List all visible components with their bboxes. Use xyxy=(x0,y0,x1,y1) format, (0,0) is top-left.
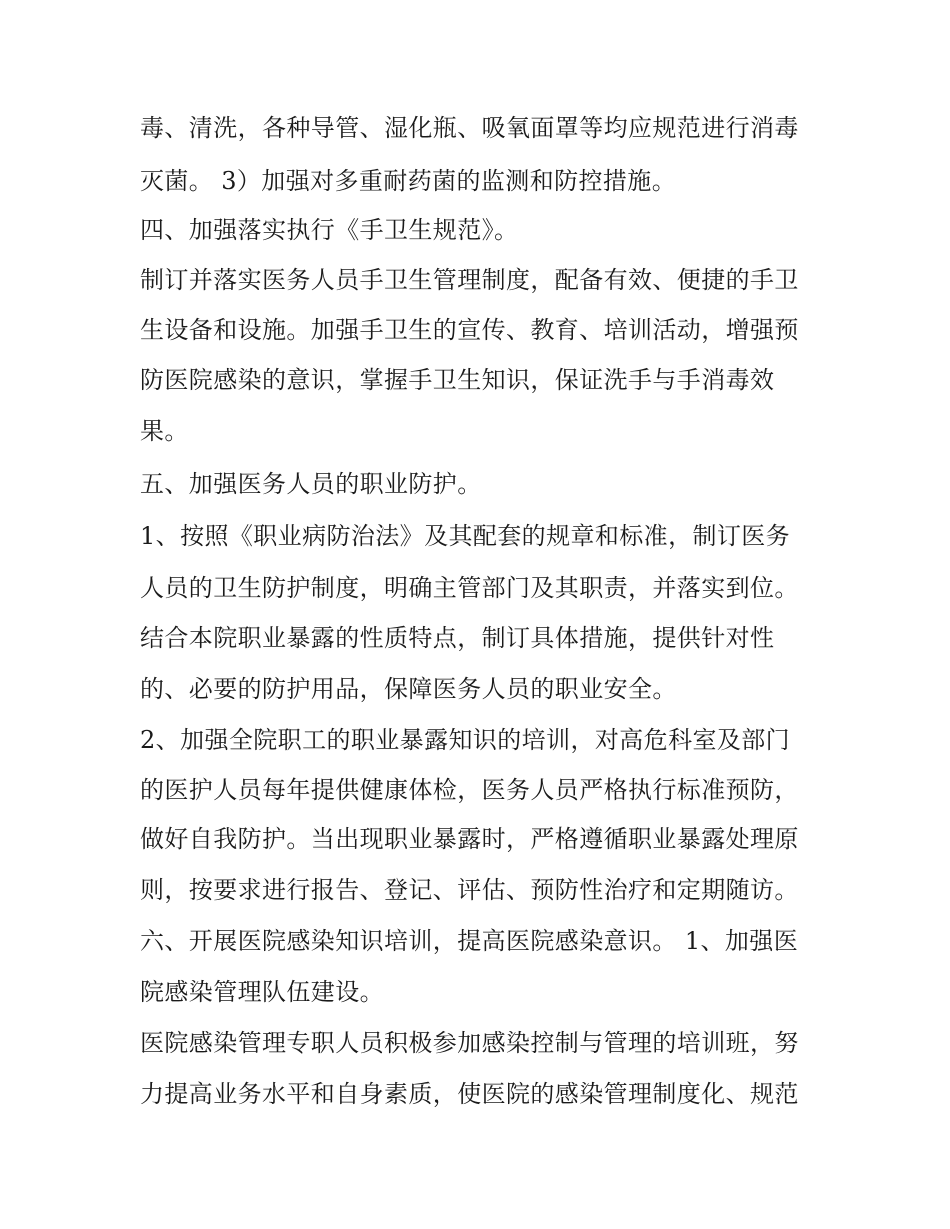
text-line: 的、必要的防护用品，保障医务人员的职业安全。 xyxy=(140,675,677,703)
text-line: 医院感染管理专职人员积极参加感染控制与管理的培训班，努 xyxy=(140,1029,799,1057)
text-line: 防医院感染的意识，掌握手卫生知识，保证洗手与手消毒效 xyxy=(140,366,775,394)
text-line: 院感染管理队伍建设。 xyxy=(140,978,384,1006)
text-line: 制订并落实医务人员手卫生管理制度，配备有效、便捷的手卫 xyxy=(140,266,799,294)
text-line: 毒、清洗，各种导管、湿化瓶、吸氧面罩等均应规范进行消毒 xyxy=(140,114,799,142)
text-line: 结合本院职业暴露的性质特点，制订具体措施，提供针对性 xyxy=(140,624,775,652)
text-line: 做好自我防护。当出现职业暴露时，严格遵循职业暴露处理原 xyxy=(140,825,799,853)
text-line: 力提高业务水平和自身素质，使医院的感染管理制度化、规范 xyxy=(140,1080,799,1108)
text-line: 1、按照《职业病防治法》及其配套的规章和标准，制订医务 xyxy=(140,522,791,550)
section-heading: 四、加强落实执行《手卫生规范》。 xyxy=(140,216,519,244)
section-heading: 五、加强医务人员的职业防护。 xyxy=(140,470,482,498)
text-line: 人员的卫生防护制度，明确主管部门及其职责，并落实到位。 xyxy=(140,574,799,602)
text-line: 则，按要求进行报告、登记、评估、预防性治疗和定期随访。 xyxy=(140,876,799,904)
section-heading: 六、开展医院感染知识培训，提高医院感染意识。 1、加强医 xyxy=(140,927,799,955)
text-line: 生设备和设施。加强手卫生的宣传、教育、培训活动，增强预 xyxy=(140,316,799,344)
text-line: 的医护人员每年提供健康体检，医务人员严格执行标准预防， xyxy=(140,776,799,804)
text-line: 灭菌。 3）加强对多重耐药菌的监测和防控措施。 xyxy=(140,167,677,195)
text-line: 2、加强全院职工的职业暴露知识的培训，对高危科室及部门 xyxy=(140,726,791,754)
text-line: 果。 xyxy=(140,417,189,445)
